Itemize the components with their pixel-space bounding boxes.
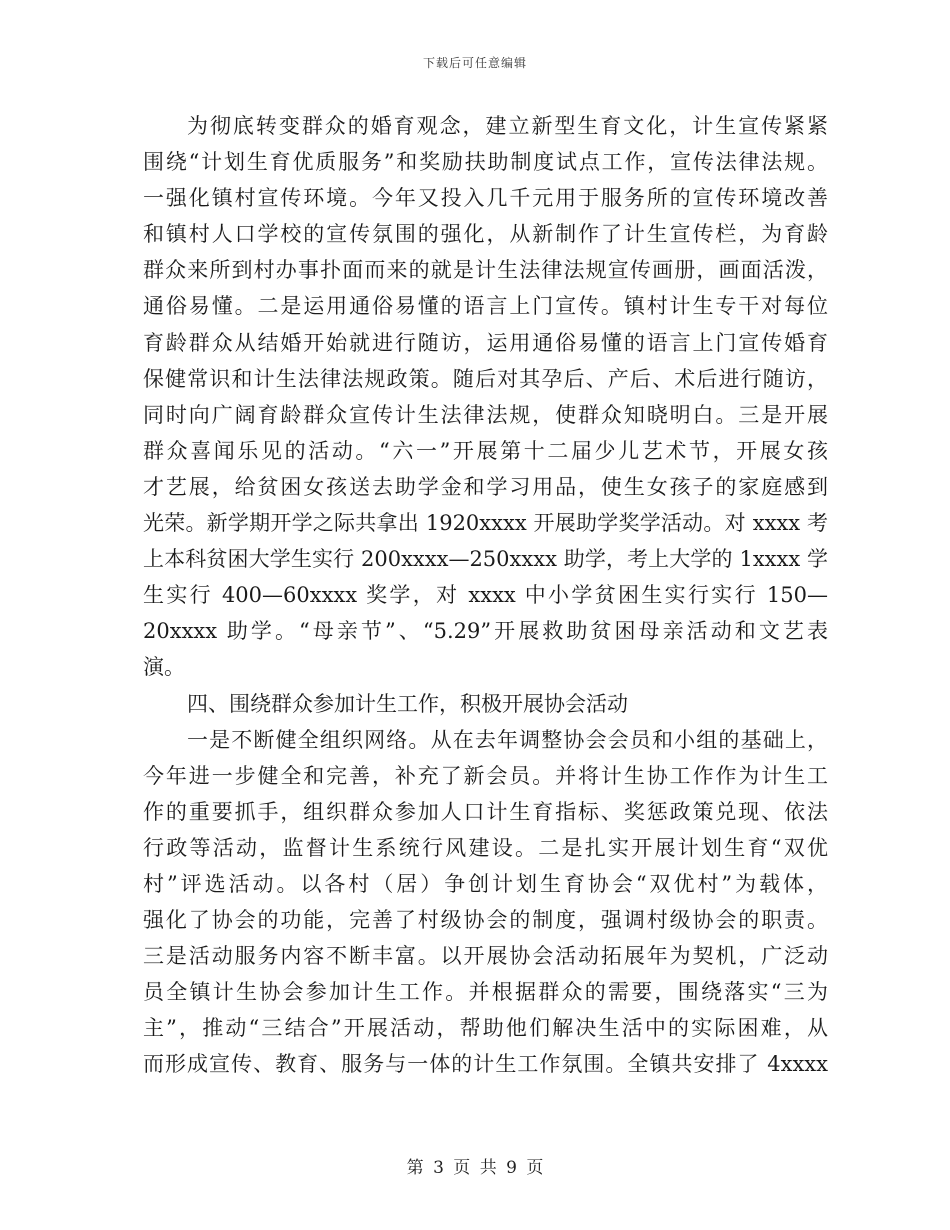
body-text-line: 通俗易懂。二是运用通俗易懂的语言上门宣传。镇村计生专干对每位 bbox=[143, 294, 828, 319]
page-number: 第 3 页 共 9 页 bbox=[406, 1158, 544, 1178]
document-body bbox=[143, 108, 828, 1083]
body-text-line: 20xxxx 助学。“母亲节”、“5.29”开展救助贫困母亲活动和文艺表 bbox=[143, 619, 828, 644]
body-text-line: 保健常识和计生法律法规政策。随后对其孕后、产后、术后进行随访， bbox=[143, 366, 828, 391]
page-header-note: 下载后可任意编辑 bbox=[422, 56, 527, 70]
body-text-line: 上本科贫困大学生实行 200xxxx—250xxxx 助学，考上大学的 1xxxx 学 bbox=[143, 547, 828, 572]
body-text-line: 群众喜闻乐见的活动。“六一”开展第十二届少儿艺术节，开展女孩 bbox=[143, 438, 828, 463]
body-text-line: 强化了协会的功能，完善了村级协会的制度，强调村级协会的职责。 bbox=[143, 908, 828, 933]
body-text-line: 三是活动服务内容不断丰富。以开展协会活动拓展年为契机，广泛动 bbox=[143, 944, 828, 969]
body-text-line: 育龄群众从结婚开始就进行随访，运用通俗易懂的语言上门宣传婚育 bbox=[143, 330, 828, 355]
body-text-line: 员全镇计生协会参加计生工作。并根据群众的需要，围绕落实“三为 bbox=[143, 980, 828, 1005]
body-text-line: 村”评选活动。以各村（居）争创计划生育协会“双优村”为载体， bbox=[143, 871, 828, 896]
body-text-line: 光荣。新学期开学之际共拿出 1920xxxx 开展助学奖学活动。对 xxxx 考 bbox=[143, 511, 828, 536]
body-text-line: 一是不断健全组织网络。从在去年调整协会会员和小组的基础上， bbox=[187, 727, 828, 752]
body-text-line: 行政等活动，监督计生系统行风建设。二是扎实开展计划生育“双优 bbox=[143, 835, 828, 860]
body-text-line: 才艺展，给贫困女孩送去助学金和学习用品，使生女孩子的家庭感到 bbox=[143, 474, 828, 499]
body-text-line: 演。 bbox=[143, 655, 185, 680]
body-text-line: 四、围绕群众参加计生工作，积极开展协会活动 bbox=[187, 691, 628, 716]
body-text-line: 群众来所到村办事扑面而来的就是计生法律法规宣传画册，画面活泼， bbox=[143, 258, 828, 283]
body-text-line: 和镇村人口学校的宣传氛围的强化，从新制作了计生宣传栏，为育龄 bbox=[143, 222, 828, 247]
body-text-line: 而形成宣传、教育、服务与一体的计生工作氛围。全镇共安排了 4xxxx bbox=[143, 1052, 828, 1077]
body-text-line: 作的重要抓手，组织群众参加人口计生育指标、奖惩政策兑现、依法 bbox=[143, 799, 828, 824]
body-text-line: 主”，推动“三结合”开展活动，帮助他们解决生活中的实际困难，从 bbox=[143, 1016, 828, 1041]
body-text-line: 围绕“计划生育优质服务”和奖励扶助制度试点工作，宣传法律法规。 bbox=[143, 150, 828, 175]
body-text-line: 生实行 400—60xxxx 奖学，对 xxxx 中小学贫困生实行实行 150— bbox=[143, 583, 828, 608]
body-text-line: 为彻底转变群众的婚育观念，建立新型生育文化，计生宣传紧紧 bbox=[187, 114, 828, 138]
body-text-line: 今年进一步健全和完善，补充了新会员。并将计生协工作作为计生工 bbox=[143, 763, 828, 788]
body-text-line: 同时向广阔育龄群众宣传计生法律法规，使群众知晓明白。三是开展 bbox=[143, 402, 828, 427]
body-text-line: 一强化镇村宣传环境。今年又投入几千元用于服务所的宣传环境改善 bbox=[143, 186, 828, 211]
